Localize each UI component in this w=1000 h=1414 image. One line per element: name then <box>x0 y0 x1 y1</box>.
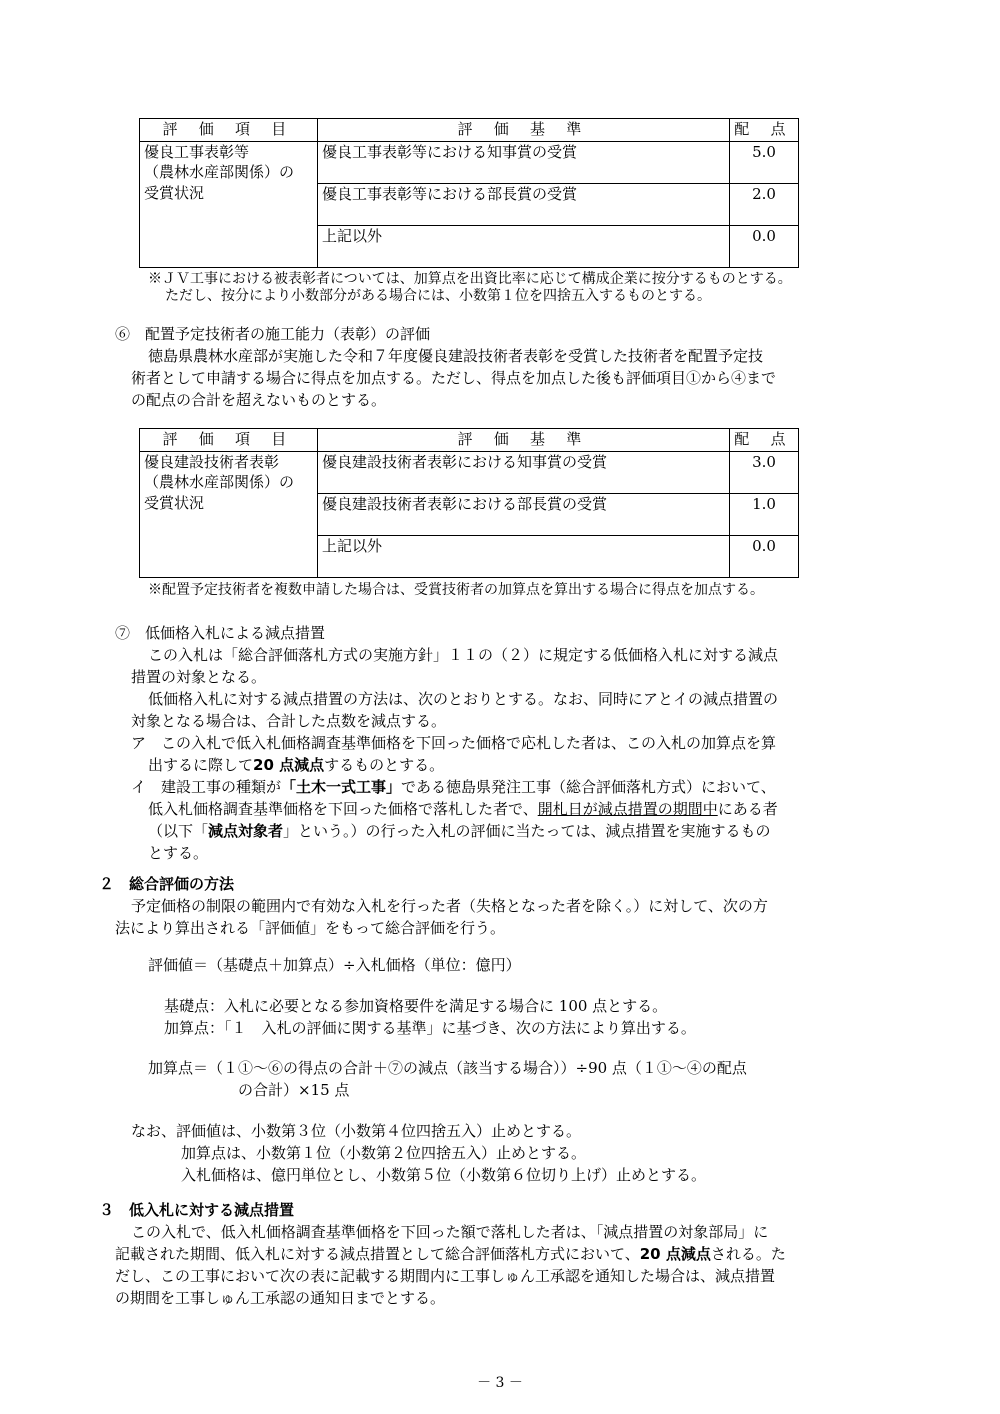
list-item-a-cont <box>148 755 444 776</box>
list-item-a: ア この入札で低入札価格調査基準価格を下回った価格で応札した者は、この入札の加算点を算 <box>131 734 777 752</box>
header-item: 評 価 項 目 <box>140 429 318 452</box>
header-item: 評 価 項 目 <box>140 119 318 142</box>
rounding-rule: 入札価格は、億円単位とし、小数第５位（小数第６位切り上げ）止めとする。 <box>181 1166 707 1184</box>
list-item-i <box>131 777 776 798</box>
paragraph-line: 予定価格の制限の範囲内で有効な入札を行った者（失格となった者を除く。）に対して、次の方 <box>131 897 768 915</box>
section-6-title: ⑥ 配置予定技術者の施工能力（表彰）の評価 <box>115 325 431 343</box>
formula-added-points-cont: の合計）×15 点 <box>238 1081 350 1099</box>
header-criterion: 評 価 基 準 <box>318 119 730 142</box>
points-cell: 0.0 <box>730 226 799 268</box>
table-note: ただし、按分により小数部分がある場合には、小数第１位を四捨五入するものとする。 <box>165 288 711 304</box>
header-points: 配 点 <box>730 429 799 452</box>
emphasis-text: 20 点減点 <box>253 756 325 774</box>
evaluation-item: 優良建設技術者表彰 （農林水産部関係）の 受賞状況 <box>140 452 318 578</box>
points-cell: 5.0 <box>730 142 799 184</box>
criterion-cell: 上記以外 <box>318 536 730 578</box>
criterion-cell: 優良建設技術者表彰における知事賞の受賞 <box>318 452 730 494</box>
text-run: するものとする。 <box>324 756 445 774</box>
definition-base-points: 基礎点：入札に必要となる参加資格要件を満足する場合に 100 点とする。 <box>164 997 668 1015</box>
paragraph-line: 術者として申請する場合に得点を加点する。ただし、得点を加点した後も評価項目①から④まで <box>131 369 777 387</box>
table-row <box>140 142 799 184</box>
text-run: 出するに際して <box>148 756 254 774</box>
table-header-row <box>140 119 799 142</box>
criterion-cell: 上記以外 <box>318 226 730 268</box>
underlined-text: 開札日が減点措置の期間中 <box>537 800 718 818</box>
header-points: 配 点 <box>730 119 799 142</box>
text-run: 記載された期間、低入札に対する減点措置として総合評価落札方式において、 <box>115 1245 640 1263</box>
rounding-rule: なお、評価値は、小数第３位（小数第４位四捨五入）止めとする。 <box>131 1122 582 1140</box>
paragraph-line: 法により算出される「評価値」をもって総合評価を行う。 <box>115 919 506 937</box>
text-run: にある者 <box>717 800 778 818</box>
points-cell: 0.0 <box>730 536 799 578</box>
paragraph-line <box>115 1244 786 1265</box>
points-cell: 3.0 <box>730 452 799 494</box>
table-note: ※配置予定技術者を複数申請した場合は、受賞技術者の加算点を算出する場合に得点を加点する。 <box>148 582 764 598</box>
page-number: － 3 － <box>477 1375 523 1391</box>
emphasis-text: 20 点減点 <box>639 1245 711 1263</box>
criterion-cell: 優良工事表彰等における部長賞の受賞 <box>318 184 730 226</box>
paragraph-line: の配点の合計を超えないものとする。 <box>131 391 387 409</box>
text-run: （以下「 <box>148 822 209 840</box>
text-run: イ 建設工事の種類が <box>131 778 282 796</box>
paragraph-line: 徳島県農林水産部が実施した令和７年度優良建設技術者表彰を受賞した技術者を配置予定技 <box>148 347 764 365</box>
text-run: 低入札価格調査基準価格を下回った価格で落札した者で、 <box>148 800 538 818</box>
emphasis-text: 「土木一式工事」 <box>281 778 402 796</box>
table-note: ※ＪＶ工事における被表彰者については、加算点を出資比率に応じて構成企業に按分するものとする。 <box>148 271 792 287</box>
rounding-rule: 加算点は、小数第１位（小数第２位四捨五入）止めとする。 <box>181 1144 587 1162</box>
paragraph-line: の期間を工事しゅん工承認の通知日までとする。 <box>115 1289 446 1307</box>
paragraph-line: 低価格入札に対する減点措置の方法は、次のとおりとする。なお、同時にアとイの減点措置の <box>148 690 779 708</box>
engineer-award-table <box>139 428 799 578</box>
text-run: 」という。）の行った入札の評価に当たっては、減点措置を実施するもの <box>283 822 771 840</box>
definition-added-points: 加算点：「１ 入札の評価に関する基準」に基づき、次の方法により算出する。 <box>164 1019 696 1037</box>
list-item-i-cont: とする。 <box>148 844 209 862</box>
section-2-title: ２ 総合評価の方法 <box>99 875 235 893</box>
points-cell: 1.0 <box>730 494 799 536</box>
points-cell: 2.0 <box>730 184 799 226</box>
paragraph-line: 対象となる場合は、合計した点数を減点する。 <box>131 712 447 730</box>
emphasis-text: 減点対象者 <box>208 822 284 840</box>
criterion-cell: 優良工事表彰等における知事賞の受賞 <box>318 142 730 184</box>
formula-evaluation-value: 評価値＝（基礎点＋加算点）÷入札価格（単位：億円） <box>148 956 521 974</box>
list-item-i-cont <box>148 821 771 842</box>
header-criterion: 評 価 基 準 <box>318 429 730 452</box>
award-evaluation-table <box>139 118 799 268</box>
list-item-i-cont <box>148 799 778 820</box>
paragraph-line: この入札は「総合評価落札方式の実施方針」１１の（２）に規定する低価格入札に対する減点 <box>148 646 779 664</box>
text-run: される。た <box>710 1245 786 1263</box>
text-run: である徳島県発注工事（総合評価落札方式）において、 <box>401 778 776 796</box>
evaluation-item: 優良工事表彰等 （農林水産部関係）の 受賞状況 <box>140 142 318 268</box>
formula-added-points: 加算点＝（１①～⑥の得点の合計＋⑦の減点（該当する場合））÷90 点（１①～④の配点 <box>148 1059 747 1077</box>
paragraph-line: だし、この工事において次の表に記載する期間内に工事しゅん工承認を通知した場合は、減点措置 <box>115 1267 776 1285</box>
table-header-row <box>140 429 799 452</box>
section-7-title: ⑦ 低価格入札による減点措置 <box>115 624 326 642</box>
paragraph-line: 措置の対象となる。 <box>131 668 267 686</box>
section-3-title: ３ 低入札に対する減点措置 <box>99 1201 295 1219</box>
paragraph-line: この入札で、低入札価格調査基準価格を下回った額で落札した者は、「減点措置の対象部局」に <box>131 1223 769 1241</box>
table-row <box>140 452 799 494</box>
criterion-cell: 優良建設技術者表彰における部長賞の受賞 <box>318 494 730 536</box>
